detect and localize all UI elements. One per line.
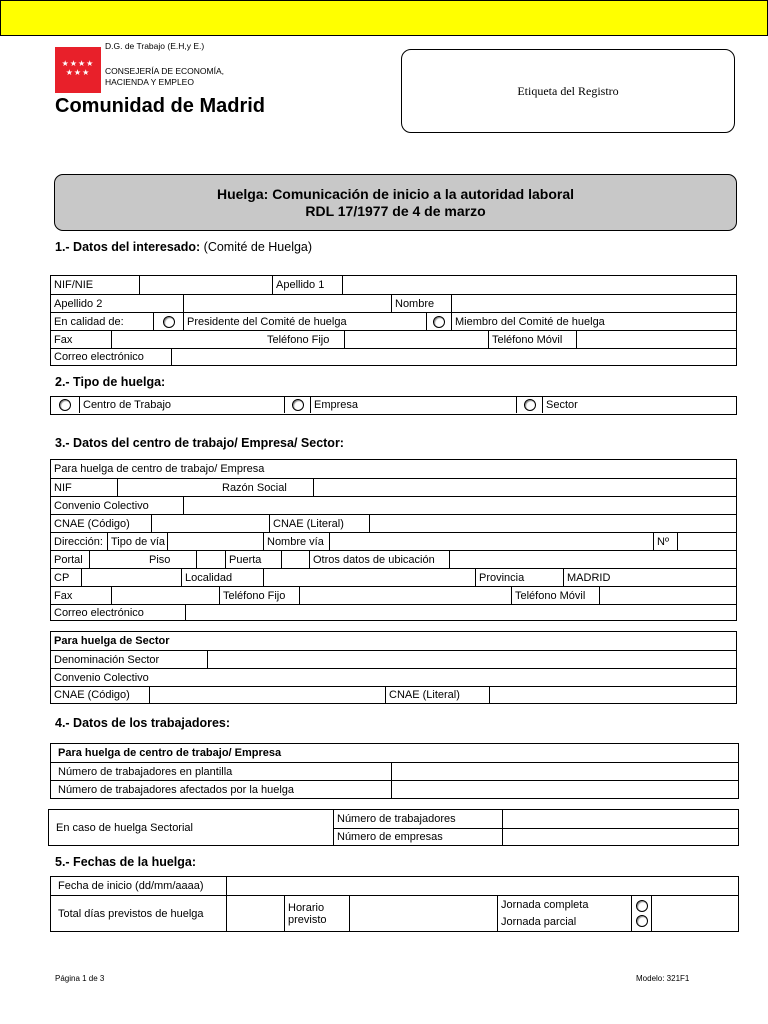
jornada-completa-label: Jornada completa: [501, 898, 589, 911]
apellido2-label: Apellido 2: [54, 297, 103, 310]
section1-title: 1.- Datos del interesado:: [55, 240, 201, 254]
fechas-table: [50, 876, 739, 932]
correo-label: Correo electrónico: [54, 606, 144, 619]
empresa-radio-cell[interactable]: [284, 397, 310, 413]
cnae-literal-label: CNAE (Literal): [269, 515, 369, 532]
centro-trabajo-table: [50, 459, 737, 621]
jornada-labels: [497, 896, 631, 931]
jornada-extra: [651, 896, 738, 931]
tipo-via-input[interactable]: [167, 533, 263, 550]
tipo-via-label: Tipo de vía: [107, 533, 167, 550]
jornada-parcial-label: Jornada parcial: [501, 915, 577, 928]
razon-input[interactable]: [313, 479, 736, 496]
brand-title: Comunidad de Madrid: [55, 95, 265, 117]
otros-input[interactable]: [449, 551, 736, 568]
empresa-label: Empresa: [310, 397, 516, 413]
fax-input[interactable]: [111, 331, 264, 348]
tel-movil-label: Teléfono Móvil: [488, 331, 576, 348]
sector-radio-cell[interactable]: [516, 397, 542, 413]
nombre-via-input[interactable]: [329, 533, 653, 550]
piso-input[interactable]: [196, 551, 225, 568]
nif-input[interactable]: [117, 479, 229, 496]
registro-label: Etiqueta del Registro: [517, 83, 619, 98]
portal-input[interactable]: [89, 551, 146, 568]
cnae-codigo-label: CNAE (Código): [54, 517, 130, 530]
registro-label-box: [401, 49, 735, 133]
tel-movil-input[interactable]: [576, 331, 736, 348]
tel-fijo-input[interactable]: [299, 587, 511, 604]
cnae-literal-input[interactable]: [369, 515, 736, 532]
otros-label: Otros datos de ubicación: [309, 551, 449, 568]
provincia-value[interactable]: MADRID: [563, 569, 736, 586]
logo-stars: ★★★★ ★★★: [61, 59, 95, 77]
nif-label: NIF/NIE: [54, 279, 94, 291]
sector-label: Sector: [542, 397, 736, 413]
afectados-input[interactable]: [391, 781, 738, 798]
tel-movil-label: Teléfono Móvil: [511, 587, 599, 604]
centro-label: Centro de Trabajo: [79, 397, 284, 413]
section4-heading: 4.- Datos de los trabajadores:: [55, 716, 231, 730]
form-title-box: [54, 174, 737, 231]
total-dias-input[interactable]: [226, 896, 284, 931]
fecha-inicio-label: Fecha de inicio (dd/mm/aaaa): [58, 880, 204, 892]
para-centro-label: Para huelga de centro de trabajo/ Empresa: [54, 463, 265, 475]
presidente-label: Presidente del Comité de huelga: [183, 313, 426, 330]
jornada-radios: [631, 896, 651, 931]
razon-label: Razón Social: [222, 481, 287, 494]
cnae-literal-sector-input[interactable]: [489, 687, 736, 703]
page-number: Página 1 de 3: [55, 974, 105, 983]
sector-radio[interactable]: [524, 399, 536, 411]
direccion-label: Dirección:: [54, 535, 103, 548]
provincia-label: Provincia: [475, 569, 563, 586]
jornada-parcial-radio[interactable]: [636, 915, 648, 927]
cnae-codigo-input[interactable]: [151, 515, 269, 532]
consejeria-line2: HACIENDA Y EMPLEO: [105, 77, 194, 87]
num-trabajadores-input[interactable]: [502, 810, 738, 828]
puerta-input[interactable]: [281, 551, 309, 568]
presidente-radio-cell[interactable]: [153, 313, 183, 330]
jornada-completa-radio[interactable]: [636, 900, 648, 912]
presidente-radio[interactable]: [163, 316, 175, 328]
numero-input[interactable]: [677, 533, 736, 550]
piso-label: Piso: [149, 553, 171, 566]
num-empresas-input[interactable]: [502, 829, 738, 845]
num-trabajadores-label: Número de trabajadores: [337, 813, 456, 825]
section1-heading: [55, 240, 312, 254]
denominacion-input[interactable]: [207, 651, 736, 668]
afectados-label: Número de trabajadores afectados por la huelga: [58, 783, 295, 796]
correo-input[interactable]: [185, 605, 736, 620]
section3-heading: 3.- Datos del centro de trabajo/ Empresa/ Sector:: [55, 436, 344, 450]
numero-label: Nº: [653, 533, 677, 550]
convenio-sector-label: Convenio Colectivo: [54, 671, 149, 684]
sectorial-table: [48, 809, 739, 846]
tel-fijo-input[interactable]: [344, 331, 488, 348]
puerta-label: Puerta: [225, 551, 281, 568]
section2-heading: 2.- Tipo de huelga:: [55, 375, 166, 389]
form-title-line1: Huelga: Comunicación de inicio a la autoridad laboral: [216, 185, 575, 202]
tipo-huelga-table: [50, 396, 737, 415]
miembro-radio[interactable]: [433, 316, 445, 328]
nombre-via-label: Nombre vía: [263, 533, 329, 550]
cnae-codigo-sector-input[interactable]: [149, 687, 385, 703]
fecha-inicio-input[interactable]: [226, 877, 738, 895]
miembro-label: Miembro del Comité de huelga: [451, 313, 736, 330]
nif-label: NIF: [54, 481, 72, 494]
miembro-radio-cell[interactable]: [426, 313, 451, 330]
apellido1-input[interactable]: [342, 276, 736, 294]
denominacion-label: Denominación Sector: [54, 653, 160, 666]
sector-table: [50, 631, 737, 704]
tel-movil-input[interactable]: [599, 587, 736, 604]
horario-line2: previsto: [288, 913, 327, 926]
convenio-input[interactable]: [183, 497, 736, 514]
cp-label: CP: [54, 571, 70, 584]
localidad-input[interactable]: [263, 569, 475, 586]
en-calidad-label: En calidad de:: [54, 315, 124, 328]
horario-label: [284, 896, 349, 931]
dg-label: D.G. de Trabajo (E.H,y E.): [105, 41, 205, 51]
para-sector-label: Para huelga de Sector: [54, 635, 170, 647]
consejeria-line1: CONSEJERÍA DE ECONOMÍA,: [105, 66, 225, 76]
centro-radio-cell[interactable]: [51, 397, 79, 413]
section1-subtitle: (Comité de Huelga): [200, 240, 313, 254]
nombre-label: Nombre: [391, 295, 451, 312]
cnae-literal-sector-label: CNAE (Literal): [385, 687, 489, 703]
fax-label: Fax: [54, 589, 73, 602]
form-title-line2: RDL 17/1977 de 4 de marzo: [305, 202, 486, 219]
apellido1-label: Apellido 1: [272, 276, 342, 294]
num-empresas-label: Número de empresas: [337, 831, 443, 843]
apellido2-input[interactable]: [183, 295, 391, 312]
horario-line1: Horario: [288, 901, 325, 914]
fax-input[interactable]: [111, 587, 219, 604]
modelo-label: Modelo: 321F1: [636, 974, 690, 983]
portal-label: Portal: [54, 553, 83, 566]
cp-input[interactable]: [81, 569, 181, 586]
localidad-label: Localidad: [181, 569, 263, 586]
trabajadores-table: [50, 743, 739, 799]
para-centro-trab-label: Para huelga de centro de trabajo/ Empresa: [58, 747, 282, 759]
plantilla-label: Número de trabajadores en plantilla: [58, 765, 233, 778]
empresa-radio[interactable]: [292, 399, 304, 411]
top-yellow-bar: [0, 0, 768, 36]
fax-label: Fax: [54, 333, 73, 346]
centro-radio[interactable]: [59, 399, 71, 411]
tel-fijo-label: Teléfono Fijo: [219, 587, 299, 604]
total-dias-label: Total días previstos de huelga: [58, 907, 204, 920]
sectorial-label: En caso de huelga Sectorial: [56, 821, 193, 834]
nombre-input[interactable]: [451, 295, 736, 312]
horario-input[interactable]: [349, 896, 497, 931]
convenio-label: Convenio Colectivo: [54, 499, 149, 512]
plantilla-input[interactable]: [391, 763, 738, 780]
madrid-flag-logo: [55, 47, 101, 93]
section5-heading: 5.- Fechas de la huelga:: [55, 855, 197, 869]
correo-label: Correo electrónico: [54, 351, 144, 363]
tel-fijo-label: Teléfono Fijo: [267, 333, 330, 346]
interesado-table: [50, 275, 737, 366]
cnae-codigo-sector-label: CNAE (Código): [54, 689, 130, 701]
correo-input[interactable]: [171, 349, 736, 365]
